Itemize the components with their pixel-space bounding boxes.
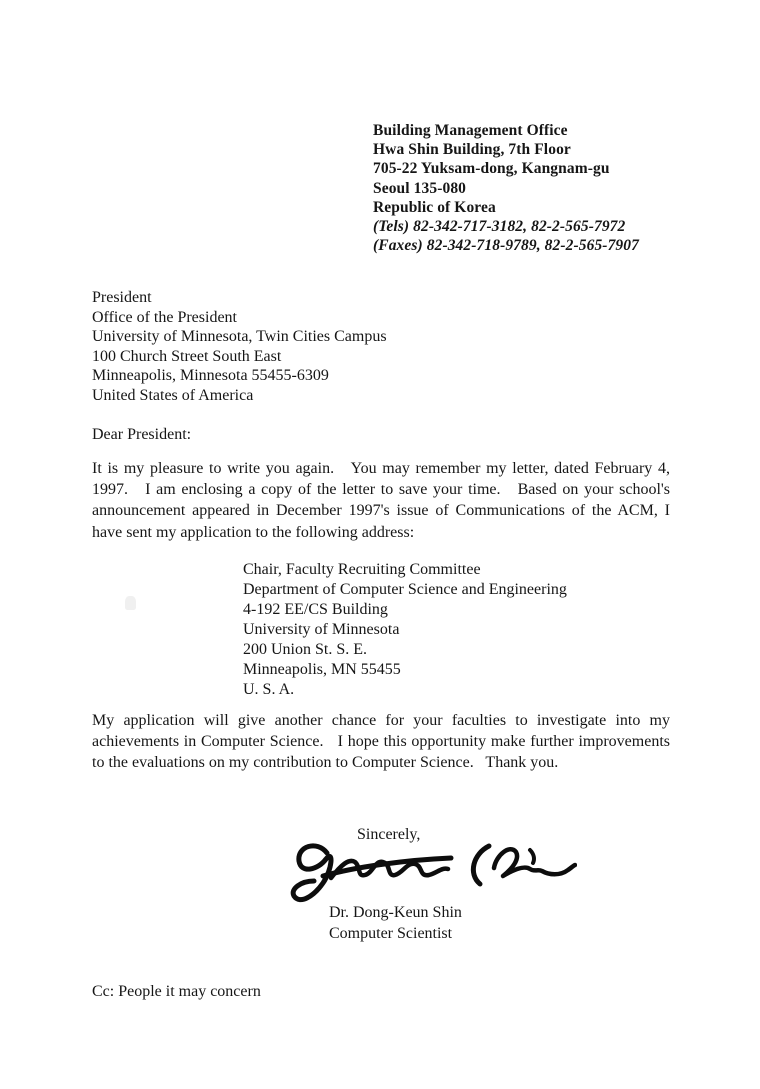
valediction: Sincerely, bbox=[357, 826, 421, 843]
recipient-country-line: United States of America bbox=[92, 386, 254, 404]
recipient-office-line: Office of the President bbox=[92, 308, 237, 326]
recipient-address-block bbox=[92, 288, 387, 406]
application-chair-line: Chair, Faculty Recruiting Committee bbox=[243, 561, 481, 578]
handwritten-signature bbox=[283, 837, 577, 909]
salutation: Dear President: bbox=[92, 426, 192, 443]
sender-country-line: Republic of Korea bbox=[373, 198, 496, 216]
application-department-line: Department of Computer Science and Engineering bbox=[243, 581, 567, 598]
sender-fax-line: (Faxes) 82-342-718-9789, 82-2-565-7907 bbox=[373, 237, 639, 255]
sender-org-line: Building Management Office bbox=[373, 122, 568, 139]
application-building-line: 4-192 EE/CS Building bbox=[243, 601, 388, 618]
application-university-line: University of Minnesota bbox=[243, 621, 400, 638]
application-city-line: Minneapolis, MN 55455 bbox=[243, 661, 401, 678]
signer-title: Computer Scientist bbox=[329, 925, 453, 942]
body-paragraph-1: It is my pleasure to write you again. You may remember my letter, dated February 4, 1997. I am enclosing a copy of the letter to save your time. Based on your school's announcement appeared in December 1997's issue of Communications of the ACM, I have sent my application to the following address: bbox=[92, 460, 674, 541]
application-street-line: 200 Union St. S. E. bbox=[243, 641, 368, 658]
sender-address-block bbox=[373, 121, 639, 255]
recipient-university-line: University of Minnesota, Twin Cities Campus bbox=[92, 328, 387, 346]
sender-tel-line: (Tels) 82-342-717-3182, 82-2-565-7972 bbox=[373, 218, 626, 236]
application-address-block bbox=[243, 560, 567, 700]
cc-line: Cc: People it may concern bbox=[92, 983, 261, 1000]
application-country-line: U. S. A. bbox=[243, 681, 295, 698]
sender-city-line: Seoul 135-080 bbox=[373, 179, 467, 197]
recipient-city-line: Minneapolis, Minnesota 55455-6309 bbox=[92, 367, 329, 385]
sender-street-line: 705-22 Yuksam-dong, Kangnam-gu bbox=[373, 160, 610, 178]
sender-building-line: Hwa Shin Building, 7th Floor bbox=[373, 141, 571, 159]
recipient-title-line: President bbox=[92, 289, 152, 306]
recipient-street-line: 100 Church Street South East bbox=[92, 347, 282, 365]
body-paragraph-2: My application will give another chance for your faculties to investigate into my achievements in Computer Science. I hope this opportunity make further improvements to the evaluations on my contribution to Computer Science. Thank you. bbox=[92, 712, 674, 772]
signer-name: Dr. Dong-Keun Shin bbox=[329, 904, 462, 921]
scan-artifact bbox=[125, 596, 136, 610]
